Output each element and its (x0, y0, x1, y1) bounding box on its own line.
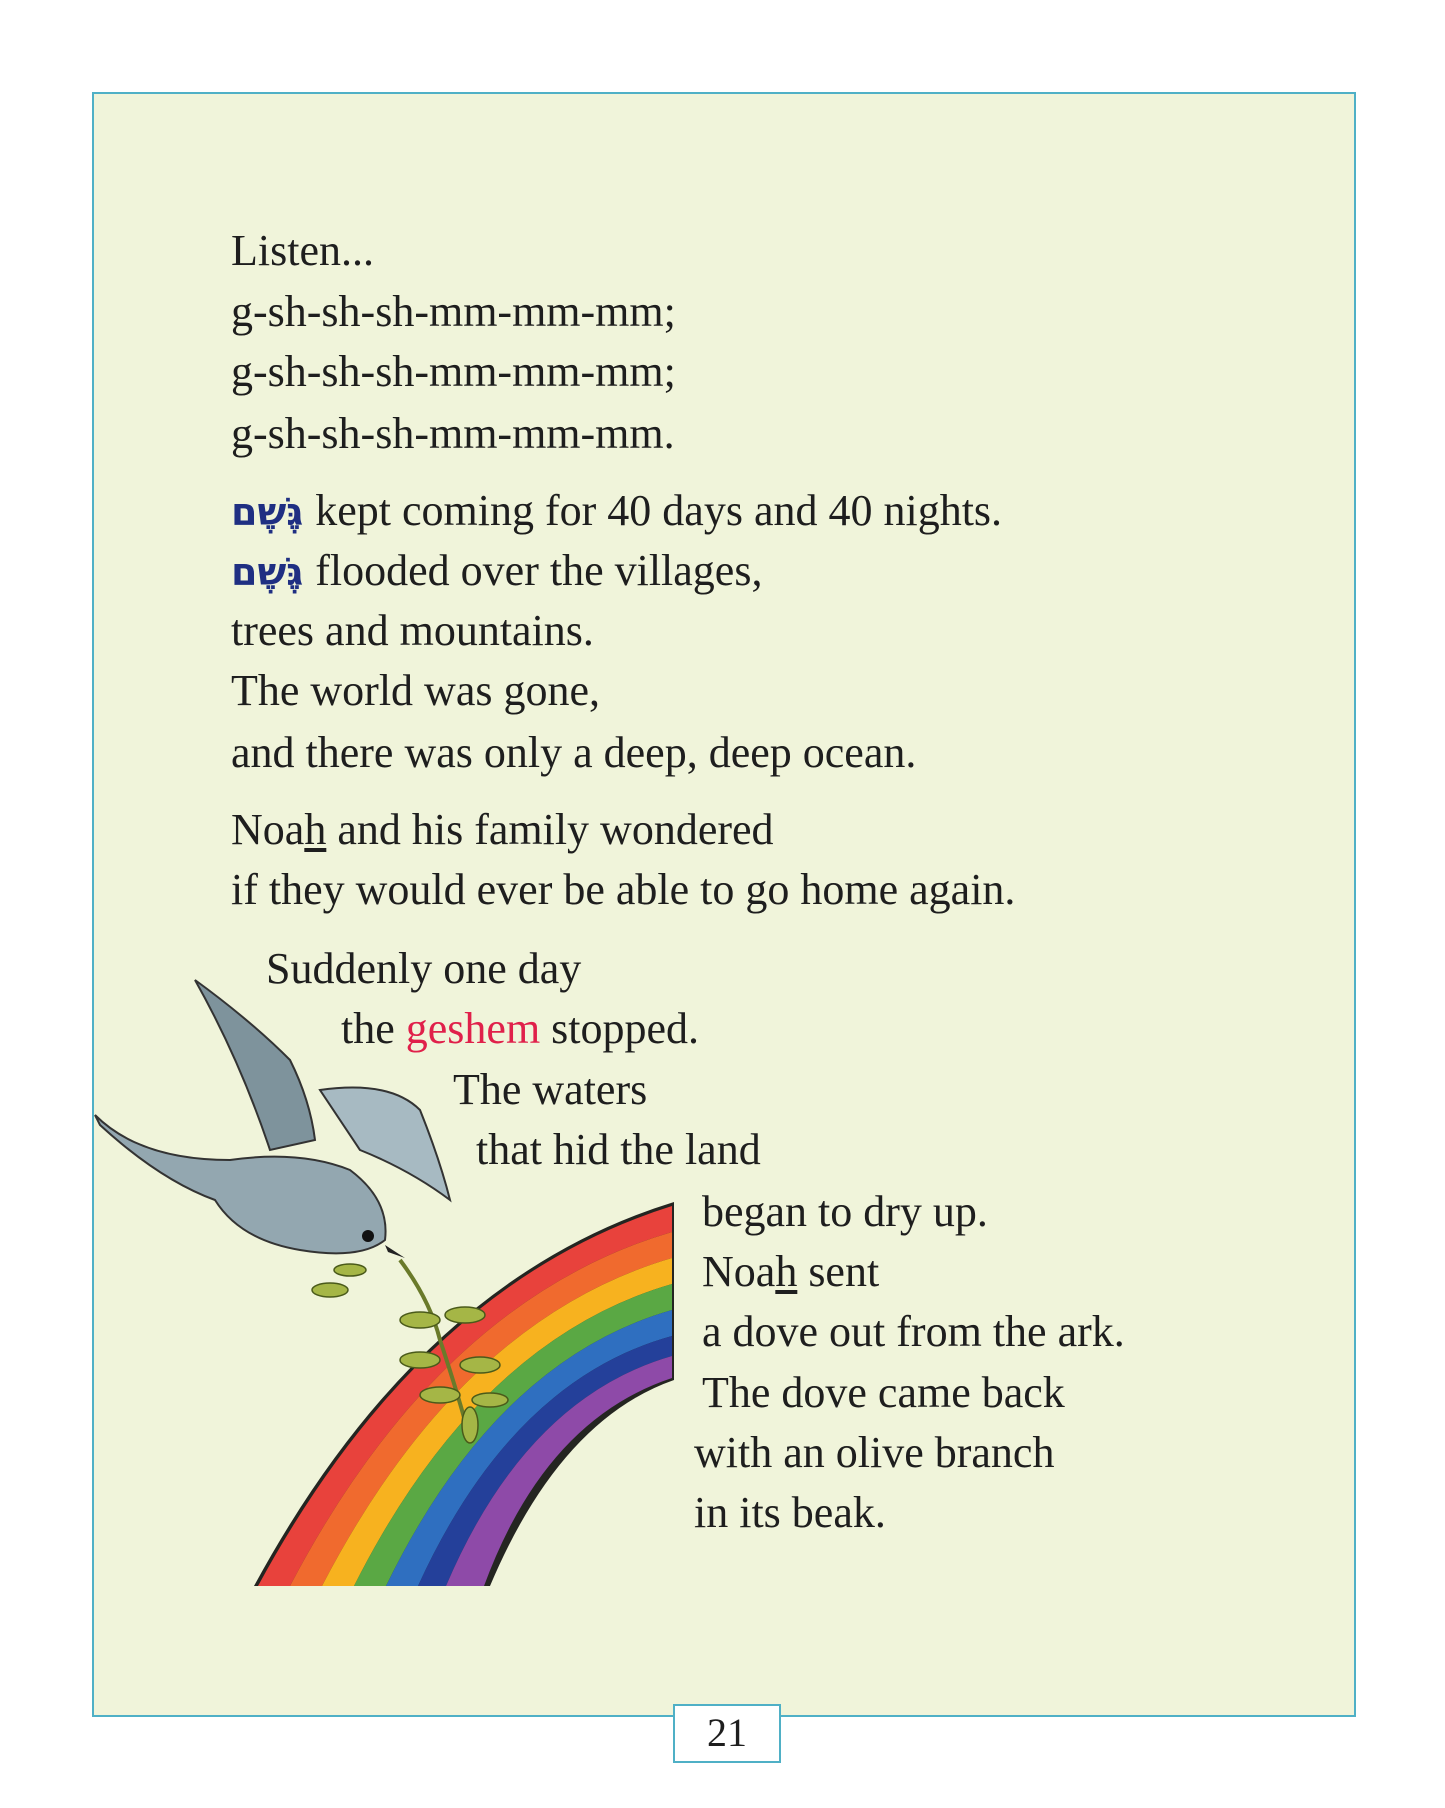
text-line: if they would ever be able to go home again. (231, 865, 1016, 914)
text-line: trees and mountains. (231, 606, 594, 655)
hebrew-word-geshem: גֶּשֶׁם (231, 550, 304, 594)
text-line: g-sh-sh-sh-mm-mm-mm. (231, 409, 675, 458)
rainbow (254, 1202, 674, 1586)
text-line: The dove came back (702, 1368, 1065, 1417)
text-line: began to dry up. (702, 1187, 988, 1236)
text-line: that hid the land (476, 1125, 761, 1174)
text-line (231, 481, 1002, 542)
text-line: in its beak. (694, 1488, 886, 1537)
text-span: sent (797, 1247, 880, 1296)
hebrew-word-geshem: גֶּשֶׁם (231, 490, 304, 534)
text-line: Suddenly one day (266, 944, 582, 993)
text-line: and there was only a deep, deep ocean. (231, 728, 917, 777)
text-span: flooded over the villages, (315, 546, 763, 595)
text-line: g-sh-sh-sh-mm-mm-mm; (231, 347, 676, 396)
text-line (702, 1242, 879, 1302)
page-number: 21 (673, 1704, 781, 1763)
text-line: a dove out from the ark. (702, 1307, 1125, 1356)
text-line: g-sh-sh-sh-mm-mm-mm; (231, 287, 676, 336)
text-span: stopped. (540, 1004, 700, 1053)
text-span: kept coming for 40 days and 40 nights. (315, 486, 1003, 535)
text-span: the (341, 1004, 406, 1053)
underlined-h: h (775, 1247, 798, 1296)
text-line (231, 800, 774, 860)
text-span: Noa (702, 1247, 776, 1296)
text-span: and his family wondered (326, 805, 774, 854)
text-line (231, 541, 762, 602)
text-span: Noa (231, 805, 305, 854)
underlined-h: h (304, 805, 327, 854)
highlight-word-geshem: geshem (405, 1004, 541, 1053)
text-line: with an olive branch (694, 1428, 1055, 1477)
text-line: The world was gone, (231, 666, 601, 715)
text-line (341, 999, 699, 1059)
text-line: The waters (453, 1065, 648, 1114)
text-line: Listen... (231, 226, 374, 275)
